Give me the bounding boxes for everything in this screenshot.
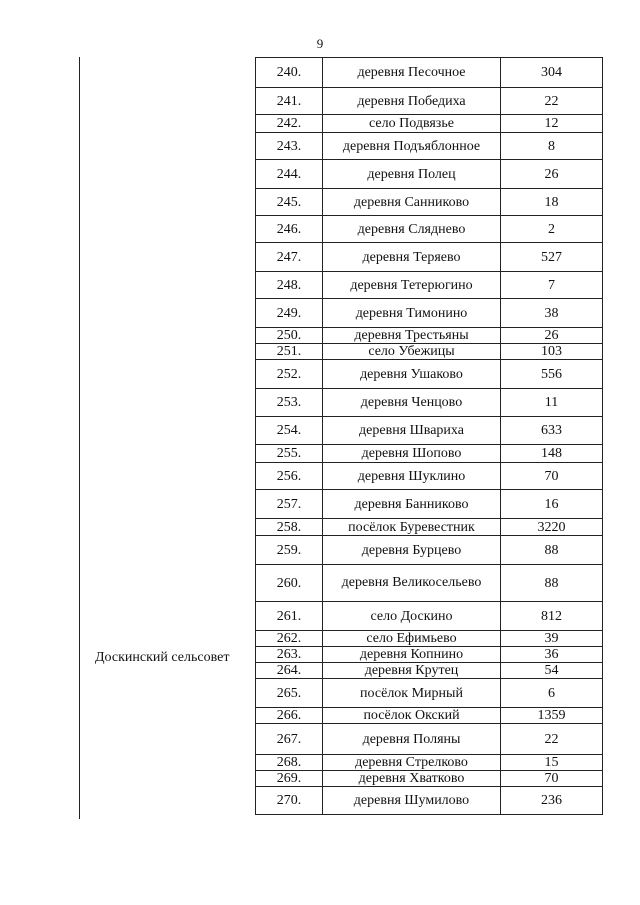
population-value: 304 bbox=[501, 58, 603, 88]
table-row bbox=[256, 88, 603, 115]
table-row bbox=[256, 189, 603, 216]
population-value: 1359 bbox=[501, 708, 603, 724]
table-row bbox=[256, 679, 603, 708]
population-value: 11 bbox=[501, 389, 603, 417]
settlement-name: посёлок Окский bbox=[323, 708, 501, 724]
row-number: 261. bbox=[256, 602, 323, 631]
population-value: 22 bbox=[501, 88, 603, 115]
table-row bbox=[256, 602, 603, 631]
population-value: 6 bbox=[501, 679, 603, 708]
population-value: 812 bbox=[501, 602, 603, 631]
row-number: 265. bbox=[256, 679, 323, 708]
table-row bbox=[256, 755, 603, 771]
settlement-name: посёлок Буревестник bbox=[323, 519, 501, 536]
row-number: 250. bbox=[256, 328, 323, 344]
population-value: 88 bbox=[501, 565, 603, 602]
population-value: 26 bbox=[501, 160, 603, 189]
row-number: 267. bbox=[256, 724, 323, 755]
table-row bbox=[256, 647, 603, 663]
table-row bbox=[256, 58, 603, 88]
settlement-name: деревня Полец bbox=[323, 160, 501, 189]
population-value: 556 bbox=[501, 360, 603, 389]
row-number: 255. bbox=[256, 445, 323, 463]
settlement-name: деревня Крутец bbox=[323, 663, 501, 679]
population-value: 3220 bbox=[501, 519, 603, 536]
row-number: 268. bbox=[256, 755, 323, 771]
group-label: Доскинский сельсовет bbox=[95, 650, 230, 665]
table-row bbox=[256, 417, 603, 445]
row-number: 245. bbox=[256, 189, 323, 216]
settlement-name: деревня Тимонино bbox=[323, 299, 501, 328]
population-value: 26 bbox=[501, 328, 603, 344]
page-number: 9 bbox=[316, 36, 324, 51]
group-column bbox=[79, 57, 256, 819]
population-value: 70 bbox=[501, 463, 603, 490]
row-number: 264. bbox=[256, 663, 323, 679]
table-row bbox=[256, 771, 603, 787]
settlement-name: село Убежицы bbox=[323, 344, 501, 360]
population-value: 70 bbox=[501, 771, 603, 787]
row-number: 252. bbox=[256, 360, 323, 389]
settlement-name: деревня Великосельево bbox=[323, 565, 501, 602]
row-number: 251. bbox=[256, 344, 323, 360]
table-row bbox=[256, 299, 603, 328]
row-number: 254. bbox=[256, 417, 323, 445]
row-number: 253. bbox=[256, 389, 323, 417]
population-value: 38 bbox=[501, 299, 603, 328]
population-value: 18 bbox=[501, 189, 603, 216]
settlements-table-body bbox=[256, 58, 603, 815]
settlement-name: деревня Ченцово bbox=[323, 389, 501, 417]
table-row bbox=[256, 133, 603, 160]
settlement-name: деревня Стрелково bbox=[323, 755, 501, 771]
population-value: 39 bbox=[501, 631, 603, 647]
settlement-name: деревня Победиха bbox=[323, 88, 501, 115]
population-value: 148 bbox=[501, 445, 603, 463]
population-value: 2 bbox=[501, 216, 603, 243]
table-row bbox=[256, 344, 603, 360]
table-row bbox=[256, 663, 603, 679]
settlement-name: деревня Санниково bbox=[323, 189, 501, 216]
settlement-name: деревня Подъяблонное bbox=[323, 133, 501, 160]
table-row bbox=[256, 272, 603, 299]
settlement-name: село Подвязье bbox=[323, 115, 501, 133]
row-number: 243. bbox=[256, 133, 323, 160]
population-value: 36 bbox=[501, 647, 603, 663]
population-value: 633 bbox=[501, 417, 603, 445]
row-number: 244. bbox=[256, 160, 323, 189]
table-row bbox=[256, 490, 603, 519]
table-row bbox=[256, 328, 603, 344]
row-number: 269. bbox=[256, 771, 323, 787]
population-value: 236 bbox=[501, 787, 603, 815]
row-number: 248. bbox=[256, 272, 323, 299]
row-number: 266. bbox=[256, 708, 323, 724]
table-row bbox=[256, 216, 603, 243]
table-row bbox=[256, 463, 603, 490]
settlement-name: деревня Бурцево bbox=[323, 536, 501, 565]
table-row bbox=[256, 787, 603, 815]
settlements-table bbox=[255, 57, 603, 815]
population-value: 15 bbox=[501, 755, 603, 771]
row-number: 246. bbox=[256, 216, 323, 243]
table-row bbox=[256, 631, 603, 647]
population-value: 8 bbox=[501, 133, 603, 160]
row-number: 249. bbox=[256, 299, 323, 328]
row-number: 257. bbox=[256, 490, 323, 519]
table-row bbox=[256, 445, 603, 463]
population-value: 88 bbox=[501, 536, 603, 565]
row-number: 260. bbox=[256, 565, 323, 602]
table-row bbox=[256, 115, 603, 133]
settlement-name: деревня Трестьяны bbox=[323, 328, 501, 344]
settlement-name: деревня Копнино bbox=[323, 647, 501, 663]
table-row bbox=[256, 389, 603, 417]
table-row bbox=[256, 724, 603, 755]
population-value: 527 bbox=[501, 243, 603, 272]
settlement-name: деревня Шопово bbox=[323, 445, 501, 463]
table-row bbox=[256, 243, 603, 272]
table-row bbox=[256, 565, 603, 602]
population-value: 12 bbox=[501, 115, 603, 133]
population-value: 7 bbox=[501, 272, 603, 299]
table-row bbox=[256, 708, 603, 724]
row-number: 242. bbox=[256, 115, 323, 133]
settlement-name: деревня Шумилово bbox=[323, 787, 501, 815]
row-number: 270. bbox=[256, 787, 323, 815]
settlement-name: деревня Сляднево bbox=[323, 216, 501, 243]
settlement-name: село Ефимьево bbox=[323, 631, 501, 647]
table-row bbox=[256, 160, 603, 189]
row-number: 256. bbox=[256, 463, 323, 490]
row-number: 241. bbox=[256, 88, 323, 115]
population-value: 16 bbox=[501, 490, 603, 519]
row-number: 262. bbox=[256, 631, 323, 647]
settlement-name: деревня Песочное bbox=[323, 58, 501, 88]
row-number: 258. bbox=[256, 519, 323, 536]
settlement-name: деревня Швариха bbox=[323, 417, 501, 445]
population-value: 103 bbox=[501, 344, 603, 360]
settlement-name: село Доскино bbox=[323, 602, 501, 631]
settlement-name: деревня Теряево bbox=[323, 243, 501, 272]
settlement-name: деревня Тетерюгино bbox=[323, 272, 501, 299]
settlement-name: деревня Ушаково bbox=[323, 360, 501, 389]
population-value: 54 bbox=[501, 663, 603, 679]
settlement-name: посёлок Мирный bbox=[323, 679, 501, 708]
table-row bbox=[256, 519, 603, 536]
table-row bbox=[256, 360, 603, 389]
row-number: 240. bbox=[256, 58, 323, 88]
table-row bbox=[256, 536, 603, 565]
settlement-name: деревня Поляны bbox=[323, 724, 501, 755]
row-number: 247. bbox=[256, 243, 323, 272]
population-value: 22 bbox=[501, 724, 603, 755]
settlement-name: деревня Банниково bbox=[323, 490, 501, 519]
settlement-name: деревня Шуклино bbox=[323, 463, 501, 490]
row-number: 263. bbox=[256, 647, 323, 663]
row-number: 259. bbox=[256, 536, 323, 565]
settlement-name: деревня Хватково bbox=[323, 771, 501, 787]
